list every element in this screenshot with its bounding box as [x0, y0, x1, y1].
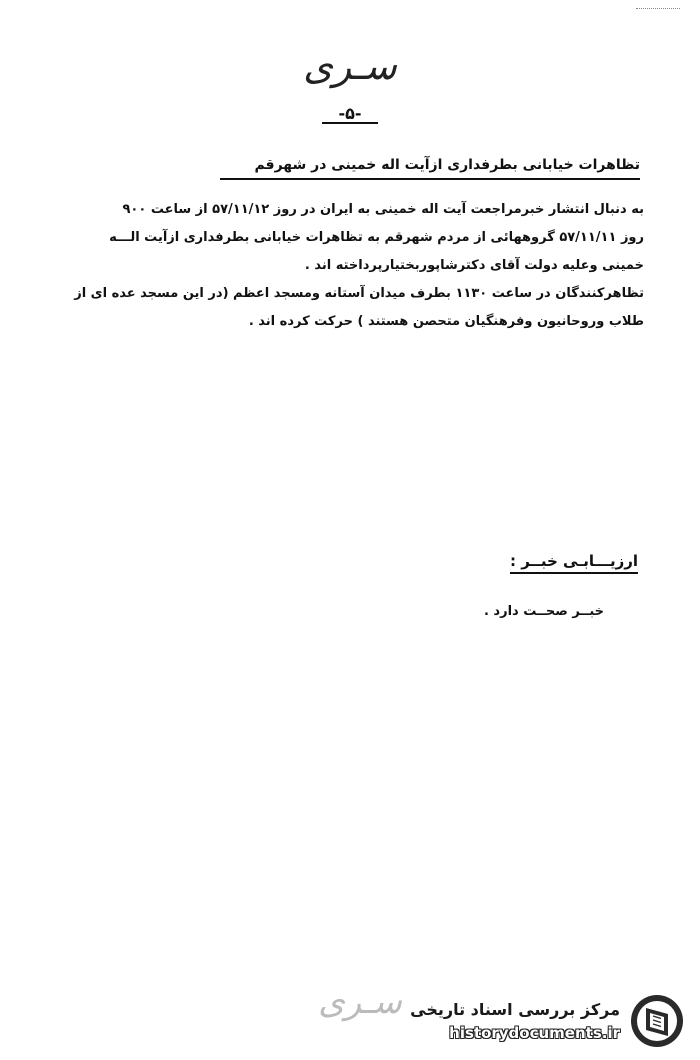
body-line: تظاهرکنندگان در ساعت ۱۱۳۰ بطرف میدان آستانه ومسجد اعظم (در این مسجد عده ای از — [74, 286, 644, 301]
news-evaluation-label — [438, 552, 638, 570]
body-line: طلاب وروحانیون وفرهنگیان متحصن هستند ) حرکت کرده اند . — [248, 314, 644, 329]
watermark-org-name: مرکز بررسی اسناد تاریخی — [410, 1000, 620, 1019]
watermark-website: historydocuments.ir — [449, 1024, 620, 1042]
body-line: به دنبال انتشار خبرمراجعت آیت اله خمینی به ایران در روز ۵۷/۱۱/۱۲ از ساعت ۹۰۰ — [122, 202, 644, 217]
document-title: تظاهرات خیابانی بطرفداری ازآیت اله خمینی در شهرقم — [220, 154, 640, 180]
document-body — [40, 196, 644, 336]
news-evaluation-label-text: ارزیـــابـی خبــر : — [510, 552, 638, 574]
body-line: روز ۵۷/۱۱/۱۱ گروههائی از مردم شهرقم به تظاهرات خیابانی بطرفداری ازآیت الـــه — [109, 230, 644, 245]
body-line: خمینی وعلیه دولت آقای دکترشاپوربختیارپرداخته اند . — [304, 258, 644, 273]
archive-logo-icon — [628, 992, 686, 1050]
page-number-text: -۵- — [322, 106, 377, 124]
news-evaluation-value: خبــر صحــت دارد . — [483, 604, 604, 619]
corner-mark — [636, 8, 680, 15]
page-number — [0, 104, 700, 124]
watermark-text — [410, 998, 620, 1044]
classification-stamp-top: سـری — [303, 44, 397, 88]
classification-stamp-bottom: سـری — [318, 982, 402, 1022]
archive-watermark — [356, 992, 686, 1052]
